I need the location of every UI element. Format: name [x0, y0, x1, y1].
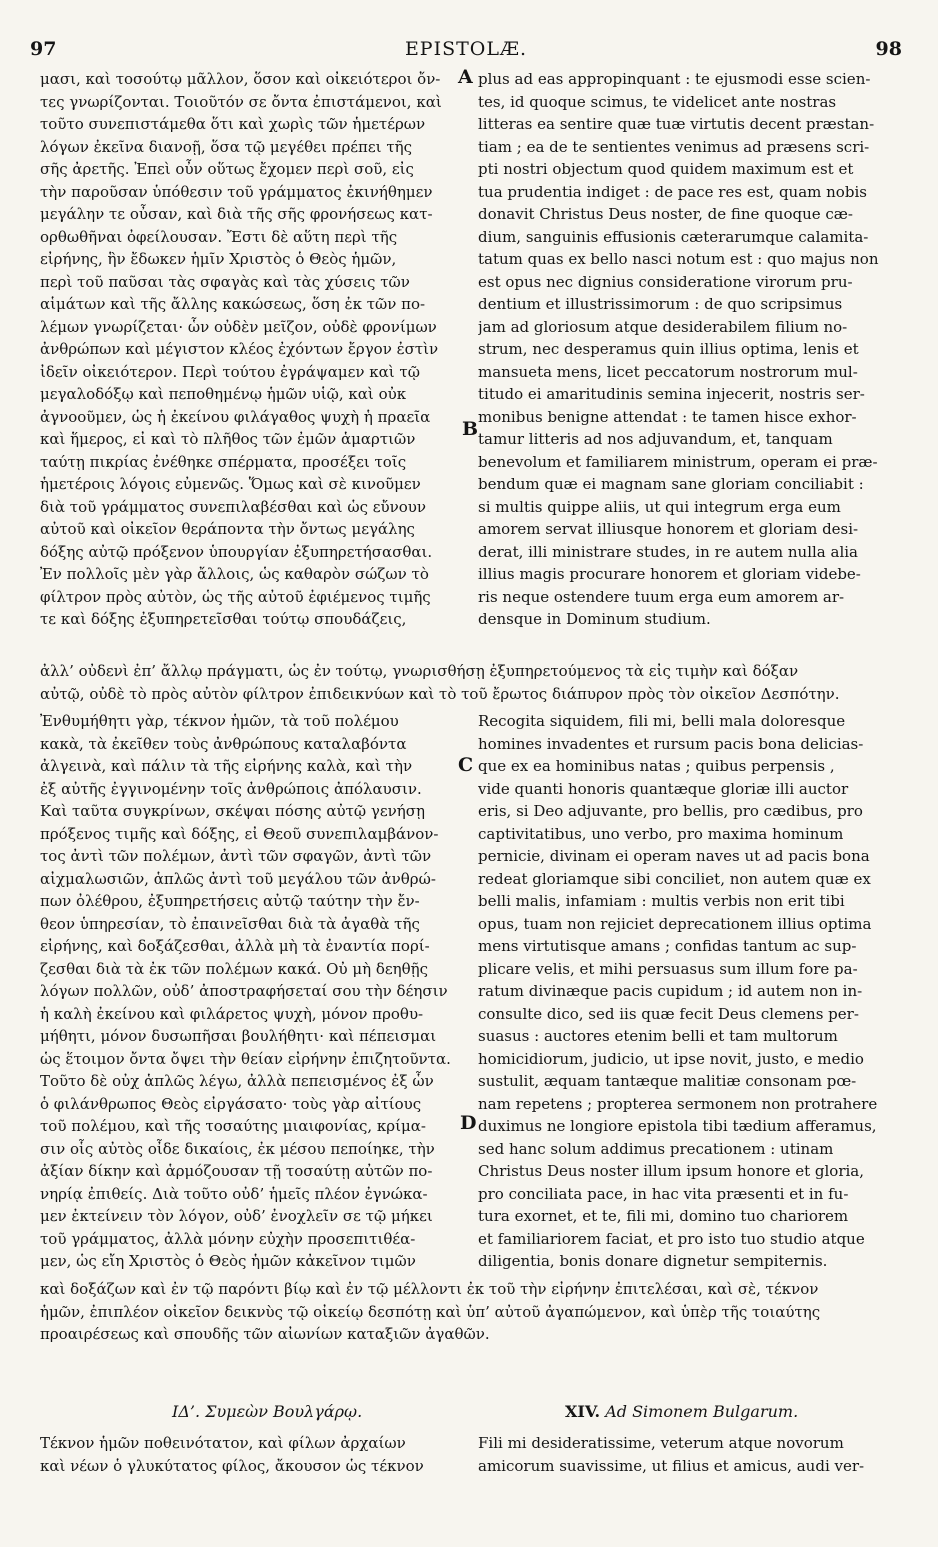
text-line: plus ad eas appropinquant : te ejusmodi esse scien- — [478, 70, 871, 88]
text-line: Τέκνον ἡμῶν ποθεινότατον, καὶ φίλων ἀρχαίων — [40, 1434, 406, 1452]
text-line: περὶ τοῦ παῦσαι τὰς σφαγὰς καὶ τὰς χύσεις τῶν — [40, 272, 410, 291]
text-line: Ἐν πολλοῖς μὲν γὰρ ἄλλοις, ὡς καθαρὸν σώζων τὸ — [40, 565, 429, 583]
page-number-left: 97 — [30, 38, 57, 60]
text-line: diligentia, bonis donare dignetur sempiternis. — [478, 1252, 828, 1270]
text-line: consulte dico, sed iis quæ fecit Deus clemens per- — [478, 1004, 859, 1023]
text-line: σιν οἷς αὐτὸς οἶδε δικαίοις, ἐκ μέσου πεποίηκε, τὴν — [40, 1139, 435, 1158]
text-line: λέμων γνωρίζεται· ὧν οὐδὲν μεῖζον, οὐδὲ φρονίμων — [40, 317, 437, 336]
text-line: Fili mi desideratissime, veterum atque novorum — [478, 1434, 844, 1452]
text-line: Recogita siquidem, fili mi, belli mala doloresque — [478, 712, 846, 730]
text-line: ορθωθῆναι ὀφείλουσαν. Ἔστι δὲ αὕτη περὶ τῆς — [40, 227, 398, 246]
text-line: μήθητι, μόνον δυσωπῆσαι βουλήθητι· καὶ πέπεισμαι — [40, 1027, 437, 1045]
text-line: ὡς ἕτοιμον ὄντα ὄψει τὴν θείαν εἰρήνην ἐπιζητοῦντα. — [40, 1049, 451, 1068]
text-line: jam ad gloriosum atque desiderabilem filium no- — [478, 317, 848, 336]
text-line: ἐξ αὐτῆς ἐγγινομένην τοῖς ἀνθρώποις ἀπόλαυσιν. — [40, 779, 422, 798]
text-line: pernicie, divinam ei operam naves ut ad pacis bona — [478, 847, 870, 865]
text-line: tua prudentia indiget : de pace res est, quam nobis — [478, 182, 867, 201]
text-line: est opus nec dignius consideratione virorum pru- — [478, 272, 853, 291]
page-header — [30, 38, 902, 64]
text-line: φίλτρον πρὸς αὐτὸν, ὡς τῆς αὐτοῦ ἐφιέμενος τιμῆς — [40, 587, 431, 606]
section-marker-d: D — [460, 1112, 477, 1134]
text-line: duximus ne longiore epistola tibi tædium afferamus, — [478, 1117, 877, 1135]
text-line: μεν ἐκτείνειν τὸν λόγον, οὐδ’ ἐνοχλεῖν σε τῷ μήκει — [40, 1207, 433, 1225]
page-number-right: 98 — [875, 38, 902, 60]
text-line: αἱμάτων καὶ τῆς ἄλλης κακώσεως, ὅση ἐκ τῶν πο- — [40, 295, 426, 313]
text-line: amorem servat illiusque honorem et gloriam desi- — [478, 520, 859, 538]
text-line: τοῦ γράμματος, ἀλλὰ μόνην εὐχὴν προσεπιτιθέα- — [40, 1229, 416, 1248]
section-marker-c: C — [458, 754, 474, 776]
latin-column-block-2 — [478, 710, 898, 1273]
text-line: τες γνωρίζονται. Τοιοῦτόν σε ὄντα ἐπιστάμενοι, καὶ — [40, 92, 442, 111]
text-line: benevolum et familiarem ministrum, operam ei præ- — [478, 452, 878, 471]
text-line: νηρίᾳ ἐπιθείς. Διὰ τοῦτο οὐδ’ ἡμεῖς πλέον ἐγνώκα- — [40, 1184, 428, 1203]
latin-letter-heading — [565, 1402, 798, 1421]
text-line: ἡμετέροις λόγοις εὐμενῶς. Ὅμως καὶ σὲ κινοῦμεν — [40, 475, 421, 493]
text-line: opus, tuam non rejiciet deprecationem illius optima — [478, 914, 872, 933]
text-line: plicare velis, et mihi persuasus sum illum fore pa- — [478, 959, 858, 978]
text-line: bendum quæ ei magnam sane gloriam conciliabit : — [478, 475, 864, 493]
text-line: tamur litteris ad nos adjuvandum, et, tanquam — [478, 430, 833, 448]
text-line: λόγων πολλῶν, οὐδ’ ἀποστραφήσεταί σου τὴν δέησιν — [40, 982, 448, 1000]
text-line: eris, si Deo adjuvante, pro bellis, pro cædibus, pro — [478, 802, 863, 820]
text-line: ἡ καλὴ ἐκείνου καὶ φιλάρετος ψυχὴ, μόνον προθυ- — [40, 1004, 424, 1023]
text-line: tatum quas ex bello nasci notum est : quo majus non — [478, 250, 879, 268]
text-line: derat, illi ministrare studes, in re autem nulla alia — [478, 542, 858, 561]
text-line: ταύτῃ πικρίας ἐνέθηκε σπέρματα, προσέξει τοῖς — [40, 452, 407, 471]
text-line: ἀλλ’ οὐδενὶ ἐπ’ ἄλλῳ πράγματι, ὡς ἐν τούτῳ, γνωρισθήσῃ ἐξυπηρετούμενος τὰ εἰς τιμὴν καὶ δόξαν — [40, 662, 799, 680]
text-line: que ex ea hominibus natas ; quibus perpensis , — [478, 757, 835, 775]
text-line: mens virtutisque amans ; confidas tantum ac sup- — [478, 937, 857, 955]
greek-column-next-letter — [40, 1432, 456, 1477]
text-line: κακὰ, τὰ ἐκεῖθεν τοὺς ἀνθρώπους καταλαβόντα — [40, 734, 407, 753]
text-line: ratum divinæque pacis cupidum ; id autem non in- — [478, 982, 863, 1000]
text-line: εἰρήνης, ἣν ἔδωκεν ἡμῖν Χριστὸς ὁ Θεὸς ἡμῶν, — [40, 250, 397, 268]
text-line: πρόξενος τιμῆς καὶ δόξης, εἰ Θεοῦ συνεπιλαμβάνον- — [40, 824, 439, 843]
text-line: tes, id quoque scimus, te videlicet ante nostras — [478, 92, 837, 111]
text-line: illius magis procurare honorem et gloriam videbe- — [478, 565, 861, 583]
text-line: αἰχμαλωσιῶν, ἁπλῶς ἀντὶ τοῦ μεγάλου τῶν ἀνθρώ- — [40, 869, 436, 888]
text-line: ris neque ostendere tuum erga eum amorem ar- — [478, 587, 845, 606]
text-line: αὐτῷ, οὐδὲ τὸ πρὸς αὐτὸν φίλτρον ἐπιδεικνύων καὶ τὸ τοῦ ἔρωτος διάπυρον πρὸς τὸν οἰκεῖον Δεσπότην. — [40, 684, 840, 703]
text-line: ἡμῶν, ἐπιπλέον οἰκεῖον δεικνὺς τῷ οἰκείῳ δεσπότῃ καὶ ὑπ’ αὐτοῦ ἀγαπώμενον, καὶ ὑπὲρ τῆς τοιαύτης — [40, 1302, 821, 1321]
text-line: pti nostri objectum quod quidem maximum est et — [478, 160, 854, 178]
text-line: strum, nec desperamus quin illius optima, lenis et — [478, 340, 859, 358]
text-line: captivitatibus, uno verbo, pro maxima hominum — [478, 824, 844, 843]
text-line: μεγαλοδόξῳ καὶ πεποθημένῳ ἡμῶν υἱῷ, καὶ οὐκ — [40, 385, 407, 403]
text-line: dium, sanguinis effusionis cæterarumque calamita- — [478, 227, 869, 246]
text-line: ὁ φιλάνθρωπος Θεὸς εἰργάσατο· τοὺς γὰρ αἰτίους — [40, 1094, 422, 1113]
text-line: εἰρήνης, καὶ δοξάζεσθαι, ἀλλὰ μὴ τὰ ἐναντία πορί- — [40, 937, 430, 955]
text-line: redeat gloriamque sibi conciliet, non autem quæ ex — [478, 869, 871, 888]
text-line: sustulit, æquam tantæque malitiæ consonam pœ- — [478, 1072, 857, 1090]
text-line: Καὶ ταῦτα συγκρίνων, σκέψαι πόσης αὐτῷ γενήσῃ — [40, 802, 425, 820]
text-line: λόγων ἐκεῖνα διανοῇ, ὅσα τῷ μεγέθει πρέπει τῆς — [40, 137, 413, 156]
text-line: καὶ νέων ὁ γλυκύτατος φίλος, ἄκουσον ὡς τέκνον — [40, 1456, 424, 1475]
text-line: amicorum suavissime, ut filius et amicus, audi ver- — [478, 1456, 865, 1475]
text-line: litteras ea sentire quæ tuæ virtutis decent præstan- — [478, 115, 875, 133]
text-line: dentium et illustrissimorum : de quo scripsimus — [478, 295, 843, 313]
greek-column-block-2 — [40, 710, 456, 1273]
text-line: τος ἀντὶ τῶν πολέμων, ἀντὶ τῶν σφαγῶν, ἀντὶ τῶν — [40, 847, 432, 865]
text-line: τοῦτο συνεπιστάμεθα ὅτι καὶ χωρὶς τῶν ἡμετέρων — [40, 115, 426, 133]
text-line: τοῦ πολέμου, καὶ τῆς τοσαύτης μιαιφονίας, κρίμα- — [40, 1117, 426, 1135]
text-line: pro conciliata pace, in hac vita præsenti et in fu- — [478, 1184, 849, 1203]
text-line: suasus : auctores etenim belli et tam multorum — [478, 1027, 838, 1045]
running-title: EPISTOLÆ. — [404, 38, 528, 60]
text-line: ἀξίαν δίκην καὶ ἁρμόζουσαν τῇ τοσαύτῃ αὐτῶν πο- — [40, 1162, 433, 1180]
section-marker-a: A — [458, 66, 473, 88]
latin-letter-title: Ad Simonem Bulgarum. — [605, 1402, 799, 1421]
section-marker-b: B — [462, 418, 479, 440]
text-line: et familiariorem faciat, et pro isto tuo studio atque — [478, 1229, 865, 1248]
text-line: τὴν παροῦσαν ὑπόθεσιν τοῦ γράμματος ἐκινήθημεν — [40, 182, 433, 201]
text-line: δόξης αὐτῷ πρόξενον ὑπουργίαν ἐξυπηρετήσασθαι. — [40, 542, 433, 561]
text-line: titudo ei amaritudinis semina injecerit, nostris ser- — [478, 385, 865, 403]
text-line: ἰδεῖν οἰκειότερον. Περὶ τούτου ἐγράψαμεν καὶ τῷ — [40, 362, 420, 381]
latin-column-next-letter — [478, 1432, 898, 1477]
text-line: monibus benigne attendat : te tamen hisce exhor- — [478, 407, 857, 426]
greek-letter-heading: ΙΔ’. Συμεὼν Βουλγάρῳ. — [172, 1402, 363, 1421]
text-line: Ἐνθυμήθητι γὰρ, τέκνον ἡμῶν, τὰ τοῦ πολέμου — [40, 712, 399, 730]
text-line: μασι, καὶ τοσούτῳ μᾶλλον, ὅσον καὶ οἰκειότεροι ὄν- — [40, 70, 441, 88]
text-line: ἀνθρώπων καὶ μέγιστον κλέος ἐχόντων ἔργον ἐστὶν — [40, 340, 439, 358]
text-line: nam repetens ; propterea sermonem non protrahere — [478, 1094, 878, 1113]
text-line: mansueta mens, licet peccatorum nostrorum mul- — [478, 362, 858, 381]
text-line: μεγάλην τε οὖσαν, καὶ διὰ τῆς σῆς φρονήσεως κατ- — [40, 205, 433, 223]
text-line: ἀλγεινὰ, καὶ πάλιν τὰ τῆς εἰρήνης καλὰ, καὶ τὴν — [40, 757, 413, 775]
text-line: si multis quippe aliis, ut qui integrum erga eum — [478, 497, 841, 516]
text-line: πων ὀλέθρου, ἐξυπηρετήσεις αὐτῷ ταύτην τὴν ἔν- — [40, 892, 420, 910]
text-line: vide quanti honoris quantæque gloriæ illi auctor — [478, 779, 849, 798]
text-line: Τοῦτο δὲ οὐχ ἁπλῶς λέγω, ἀλλὰ πεπεισμένος ἐξ ὧν — [40, 1072, 434, 1090]
text-line: tura exornet, et te, fili mi, domino tuo chariorem — [478, 1207, 849, 1225]
text-line: αὐτοῦ καὶ οἰκεῖον θεράποντα τὴν ὄντως μεγάλης — [40, 520, 415, 538]
full-width-paragraph-2 — [40, 1278, 902, 1346]
text-line: belli malis, infamiam : multis verbis non erit tibi — [478, 892, 845, 910]
text-line: καὶ ἥμερος, εἰ καὶ τὸ πλῆθος τῶν ἐμῶν ἁμαρτιῶν — [40, 430, 416, 448]
latin-column-block-1 — [478, 68, 898, 631]
text-line: ἀγνοοῦμεν, ὡς ἡ ἐκείνου φιλάγαθος ψυχὴ ἡ πραεῖα — [40, 407, 431, 426]
text-line: tiam ; ea de te sentientes venimus ad præsens scri- — [478, 137, 870, 156]
latin-letter-number: XIV. — [565, 1402, 601, 1421]
full-width-paragraph-1 — [40, 660, 902, 705]
text-line: donavit Christus Deus noster, de fine quoque cæ- — [478, 205, 853, 223]
text-line: homines invadentes et rursum pacis bona delicias- — [478, 734, 864, 753]
text-line: μεν, ὡς εἴη Χριστὸς ὁ Θεὸς ἡμῶν κἀκεῖνον τιμῶν — [40, 1252, 416, 1270]
text-line: homicidiorum, judicio, ut ipse novit, justo, e medio — [478, 1049, 864, 1068]
text-line: προαιρέσεως καὶ σπουδῆς τῶν αἰωνίων καταξιῶν ἀγαθῶν. — [40, 1325, 490, 1343]
text-line: τε καὶ δόξης ἐξυπηρετεῖσθαι τούτῳ σπουδάζεις, — [40, 610, 407, 628]
text-line: Christus Deus noster illum ipsum honore et gloria, — [478, 1162, 864, 1180]
text-line: διὰ τοῦ γράμματος συνεπιλαβέσθαι καὶ ὡς εὔνουν — [40, 497, 427, 516]
text-line: σῆς ἀρετῆς. Ἐπεὶ οὖν οὕτως ἔχομεν περὶ σοῦ, εἰς — [40, 160, 414, 178]
text-line: καὶ δοξάζων καὶ ἐν τῷ παρόντι βίῳ καὶ ἐν τῷ μέλλοντι ἐκ τοῦ τὴν εἰρήνην ἐπιτελέσαι, καὶ σὲ, τέκνον — [40, 1280, 819, 1298]
greek-column-block-1 — [40, 68, 456, 631]
text-line: densque in Dominum studium. — [478, 610, 711, 628]
text-line: ζεσθαι διὰ τὰ ἐκ τῶν πολέμων κακά. Οὐ μὴ δεηθῇς — [40, 959, 429, 978]
text-line: θεον ὑπηρεσίαν, τὸ ἐπαινεῖσθαι διὰ τὰ ἀγαθὰ τῆς — [40, 914, 420, 933]
text-line: sed hanc solum addimus precationem : utinam — [478, 1139, 834, 1158]
